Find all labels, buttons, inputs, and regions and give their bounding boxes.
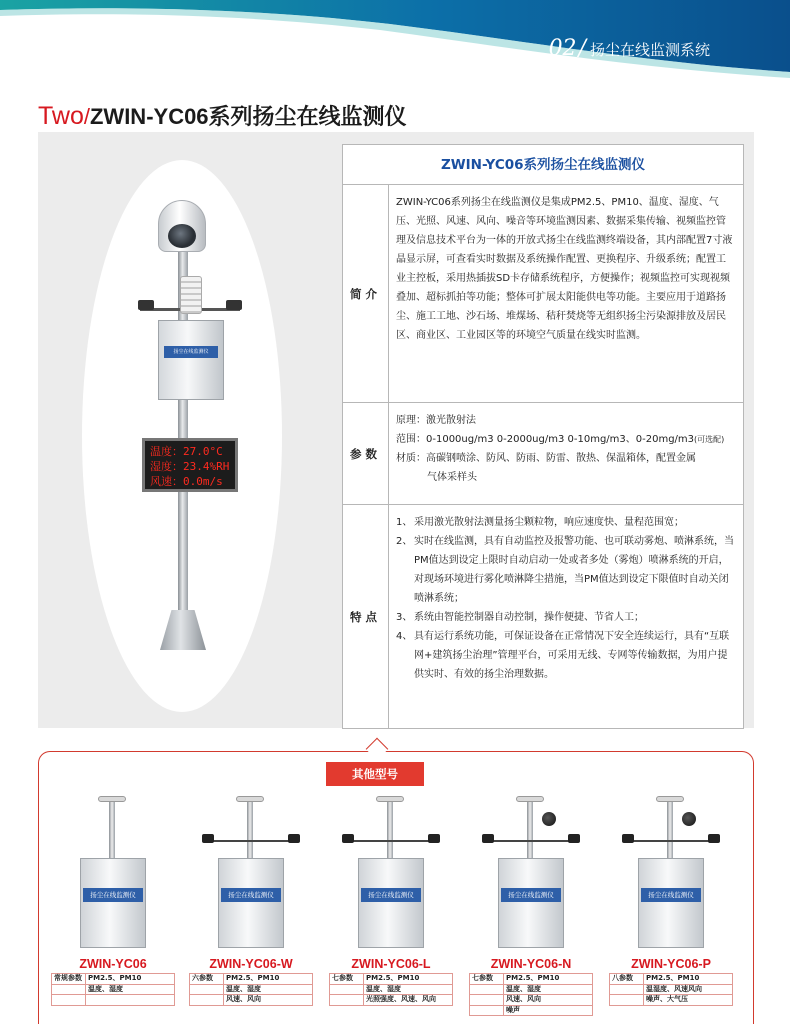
- model-param-table: [51, 973, 175, 1006]
- model-param-value: PM2.5、PM10: [644, 974, 733, 985]
- section-title: 扬尘在线监测系统: [589, 41, 710, 59]
- wind-vane-icon: [342, 834, 354, 843]
- model-param-value: PM2.5、PM10: [504, 974, 593, 985]
- feature-text: 系统由智能控制器自动控制，操作便捷、节省人工；: [414, 612, 644, 623]
- spec-row-intro: [343, 185, 743, 403]
- model-param-key: [330, 984, 364, 995]
- noise-sensor-icon: [542, 812, 556, 826]
- param-range: [396, 430, 735, 449]
- model-name: ZWIN-YC06-L: [351, 957, 431, 971]
- model-param-value: 温度、湿度: [86, 984, 175, 995]
- param-material: 材质：高碳钢喷涂、防风、防雨、防雷、散热、保温箱体，配置金属: [396, 453, 696, 464]
- model-param-row: [52, 974, 175, 985]
- model-param-value: 温度、湿度: [364, 984, 453, 995]
- model-param-value: 风速、风向: [504, 995, 593, 1006]
- model-param-value: 噪声、大气压: [644, 995, 733, 1006]
- spec-table-title: ZWIN-YC06系列扬尘在线监测仪: [343, 145, 743, 185]
- feature-num: 1、: [396, 517, 413, 528]
- model-param-key: [330, 995, 364, 1006]
- model-card: [606, 790, 736, 1006]
- sensor-shield: [180, 276, 202, 314]
- model-param-value: [86, 995, 175, 1006]
- model-param-key: 七参数: [470, 974, 504, 985]
- camera-lens: [168, 224, 196, 248]
- spec-table: [342, 144, 744, 729]
- section-tag: 02 / 扬尘在线监测系统: [548, 36, 710, 61]
- model-param-row: [470, 974, 593, 985]
- model-name: ZWIN-YC06: [79, 957, 147, 971]
- model-device-icon: [186, 790, 316, 954]
- model-param-key: [190, 984, 224, 995]
- feature-num: 4、: [396, 631, 413, 642]
- model-sensor-arm: [488, 840, 574, 842]
- model-sensor-cap: [236, 796, 264, 802]
- model-param-row: [190, 974, 313, 985]
- product-title: Two/ZWIN-YC06系列扬尘在线监测仪: [38, 102, 407, 130]
- model-param-value: 温度、湿度: [224, 984, 313, 995]
- led-line-temperature: 温度：27.0°C: [150, 445, 223, 458]
- model-card: [326, 790, 456, 1006]
- spec-features-body: [389, 505, 743, 728]
- param-principle: 原理：激光散射法: [396, 415, 476, 426]
- wind-vane-icon: [482, 834, 494, 843]
- model-param-key: [470, 995, 504, 1006]
- model-device-icon: [606, 790, 736, 954]
- model-param-row: [52, 984, 175, 995]
- model-param-row: [52, 995, 175, 1006]
- model-param-row: [610, 974, 733, 985]
- model-name: ZWIN-YC06-W: [209, 957, 293, 971]
- product-title-prefix: Two: [38, 102, 84, 130]
- feature-num: 3、: [396, 612, 413, 623]
- model-param-value: 光照强度、风速、风向: [364, 995, 453, 1006]
- model-param-value: PM2.5、PM10: [224, 974, 313, 985]
- model-card: [48, 790, 178, 1006]
- model-enclosure-label: 扬尘在线监测仪: [501, 888, 561, 902]
- model-param-key: 六参数: [190, 974, 224, 985]
- model-param-value: 风速、风向: [224, 995, 313, 1006]
- feature-item: [396, 627, 735, 684]
- spec-row-params: [343, 403, 743, 505]
- feature-item: [396, 532, 735, 608]
- model-param-value: PM2.5、PM10: [86, 974, 175, 985]
- model-param-row: [330, 995, 453, 1006]
- model-param-key: [470, 984, 504, 995]
- model-param-key: [610, 984, 644, 995]
- model-param-value: 噪声: [504, 1005, 593, 1016]
- model-param-row: [610, 984, 733, 995]
- anemometer-icon: [568, 834, 580, 843]
- model-sensor-cap: [516, 796, 544, 802]
- wind-vane-icon: [622, 834, 634, 843]
- device-base: [160, 610, 206, 650]
- model-param-key: [52, 995, 86, 1006]
- model-enclosure: [638, 858, 704, 948]
- model-enclosure-label: 扬尘在线监测仪: [361, 888, 421, 902]
- device-enclosure: [158, 320, 224, 400]
- model-param-key: 常规参数: [52, 974, 86, 985]
- model-param-row: [190, 995, 313, 1006]
- model-enclosure-label: 扬尘在线监测仪: [221, 888, 281, 902]
- param-range-note: (可选配): [694, 435, 725, 444]
- feature-item: [396, 513, 735, 532]
- model-name: ZWIN-YC06-P: [631, 957, 711, 971]
- model-param-key: 七参数: [330, 974, 364, 985]
- model-param-row: [470, 984, 593, 995]
- model-name: ZWIN-YC06-N: [490, 957, 572, 971]
- model-param-value: 温度、湿度: [504, 984, 593, 995]
- model-param-row: [190, 984, 313, 995]
- feature-num: 2、: [396, 536, 413, 547]
- model-sensor-cap: [376, 796, 404, 802]
- other-models-title: 其他型号: [326, 762, 424, 786]
- spec-label-features: 特点: [343, 505, 389, 728]
- spec-params-body: [389, 403, 743, 504]
- model-sensor-arm: [348, 840, 434, 842]
- model-enclosure: [358, 858, 424, 948]
- feature-text: 具有运行系统功能，可保证设备在正常情况下安全连续运行，具有“互联网+建筑扬尘治理”管理平台，可采用无线、专网等传输数据，为用户提供实时、有效的扬尘治理数据。: [414, 631, 730, 680]
- wind-vane-icon: [202, 834, 214, 843]
- model-sensor-cap: [98, 796, 126, 802]
- model-param-key: [470, 1005, 504, 1016]
- model-param-table: [609, 973, 733, 1006]
- noise-sensor-icon: [682, 812, 696, 826]
- feature-item: [396, 608, 735, 627]
- model-param-key: 八参数: [610, 974, 644, 985]
- model-param-row: [470, 995, 593, 1006]
- model-param-key: [190, 995, 224, 1006]
- model-sensor-arm: [208, 840, 294, 842]
- model-param-row: [330, 984, 453, 995]
- wind-vane-icon: [138, 300, 154, 310]
- model-enclosure: [80, 858, 146, 948]
- enclosure-label: 扬尘在线监测仪: [164, 346, 218, 358]
- model-device-icon: [48, 790, 178, 954]
- anemometer-icon: [428, 834, 440, 843]
- anemometer-icon: [708, 834, 720, 843]
- model-param-row: [610, 995, 733, 1006]
- model-param-key: [610, 995, 644, 1006]
- model-param-key: [52, 984, 86, 995]
- model-device-icon: [326, 790, 456, 954]
- feature-text: 实时在线监测，具有自动监控及报警功能、也可联动雾炮、喷淋系统，当PM值达到设定上限时自动启动一处或者多处（雾炮）喷淋系统的开启，对现场环境进行雾化喷淋降尘措施，当PM值达到设定下限值时自动关闭喷淋系统；: [414, 536, 734, 604]
- anemometer-icon: [288, 834, 300, 843]
- model-param-table: [329, 973, 453, 1006]
- model-param-table: [469, 973, 593, 1016]
- spec-label-params: 参数: [343, 403, 389, 504]
- model-enclosure: [498, 858, 564, 948]
- model-param-value: 温湿度、风速风向: [644, 984, 733, 995]
- product-title-name: ZWIN-YC06系列扬尘在线监测仪: [89, 104, 407, 129]
- model-enclosure-label: 扬尘在线监测仪: [641, 888, 701, 902]
- param-material-cont: 气体采样头: [427, 472, 477, 483]
- spec-row-features: [343, 505, 743, 728]
- model-enclosure-label: 扬尘在线监测仪: [83, 888, 143, 902]
- model-card: [186, 790, 316, 1006]
- section-number: 02: [548, 36, 577, 61]
- led-line-wind-speed: 风速：0.0m/s: [150, 475, 223, 488]
- anemometer-icon: [226, 300, 242, 310]
- param-range-main: 范围：0-1000ug/m3 0-2000ug/m3 0-10mg/m3、0-20mg/m3: [396, 434, 695, 445]
- header-banner: [0, 0, 790, 80]
- model-sensor-cap: [656, 796, 684, 802]
- led-display: [142, 438, 238, 492]
- model-sensor-arm: [628, 840, 714, 842]
- model-param-row: [330, 974, 453, 985]
- model-param-row: [470, 1005, 593, 1016]
- model-enclosure: [218, 858, 284, 948]
- device-illustration: [120, 180, 260, 660]
- spec-intro-text: ZWIN-YC06系列扬尘在线监测仪是集成PM2.5、PM10、温度、湿度、气压、光照、风速、风向、噪音等环境监测因素、数据采集传输、视频监控管理及信息技术平台为一体的开放式扬尘在线监测终端设备，其内部配置7寸液晶显示屏，可查看实时数据及系统操作配置、更换程序、升级系统；配置工业主控板，采用热插拔SD卡存储系统程序，方便操作；视频监控可实现视频叠加、超标抓拍等功能；整体可扩展太阳能供电等功能。主要应用于道路扬尘、施工工地、沙石场、堆煤场、秸秆焚烧等无组织扬尘污染源排放及居民区、商业区、工业园区等的环境空气质量在线实时监测。: [396, 197, 733, 341]
- model-card: [466, 790, 596, 1016]
- led-line-humidity: 湿度：23.4%RH: [150, 460, 230, 473]
- spec-label-intro: 简介: [343, 185, 389, 402]
- model-param-value: PM2.5、PM10: [364, 974, 453, 985]
- model-device-icon: [466, 790, 596, 954]
- model-param-table: [189, 973, 313, 1006]
- feature-text: 采用激光散射法测量扬尘颗粒物，响应速度快、量程范围宽；: [414, 517, 684, 528]
